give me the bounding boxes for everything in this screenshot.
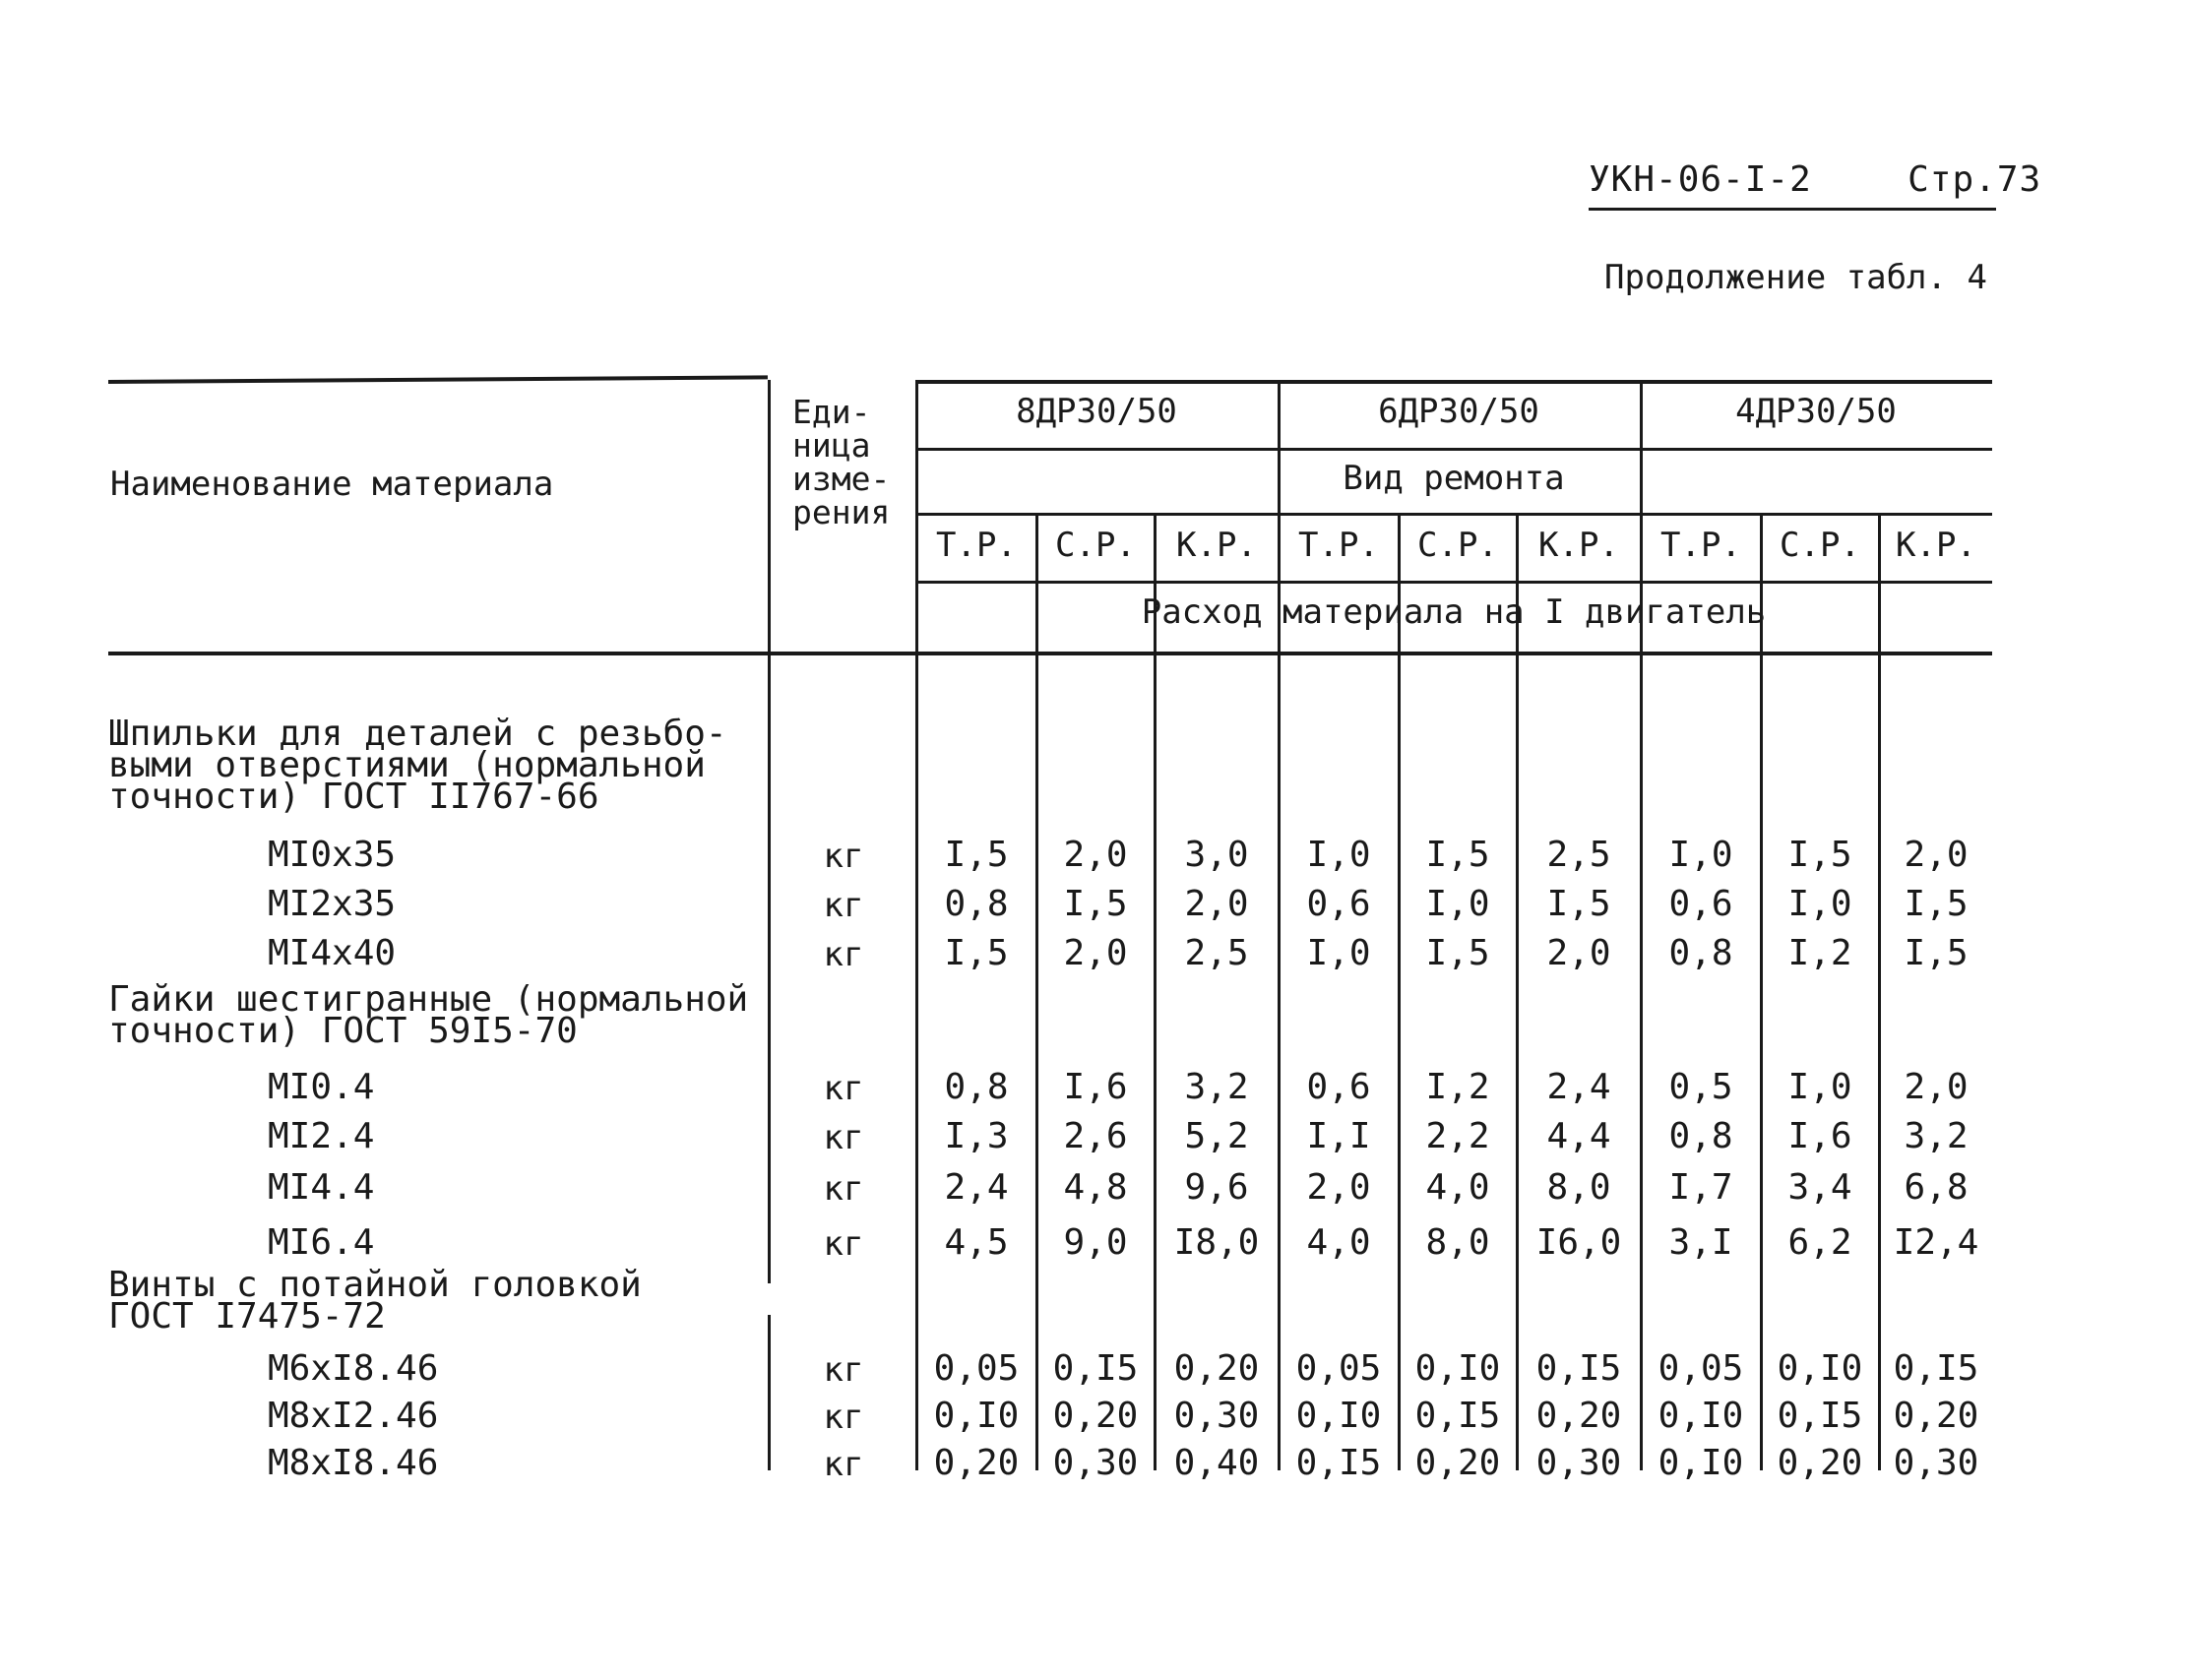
value-cell: I2,4 (1893, 1222, 1979, 1263)
material-item-name: M6xI8.46 (268, 1348, 439, 1389)
unit-cell: кг (823, 837, 864, 876)
value-cell: I,7 (1668, 1167, 1733, 1208)
value-cell: 0,6 (1668, 884, 1733, 924)
value-cell: 2,0 (1184, 884, 1249, 924)
value-cell: 0,I5 (1295, 1443, 1382, 1483)
repair-type-6: Т.Р. (1660, 526, 1741, 565)
value-cell: 0,20 (1414, 1443, 1501, 1483)
value-cell: 0,5 (1668, 1067, 1733, 1107)
value-cell: 0,20 (1893, 1396, 1979, 1436)
value-cell: 2,5 (1184, 933, 1249, 973)
value-cell: 0,20 (1535, 1396, 1622, 1436)
value-cell: I8,0 (1173, 1222, 1260, 1263)
value-cell: 9,0 (1063, 1222, 1128, 1263)
value-cell: 0,05 (1295, 1348, 1382, 1389)
material-item-name: MI4x40 (268, 933, 397, 973)
value-cell: 2,6 (1063, 1116, 1128, 1156)
value-cell: 0,I0 (1657, 1443, 1744, 1483)
page-number: Стр.73 (1908, 159, 2042, 200)
material-item-name: MI0x35 (268, 835, 397, 875)
repair-type-8: К.Р. (1896, 526, 1976, 565)
value-cell: 9,6 (1184, 1167, 1249, 1208)
value-cell: 3,4 (1787, 1167, 1852, 1208)
value-cell: 2,4 (1546, 1067, 1611, 1107)
value-cell: 0,20 (1173, 1348, 1260, 1389)
value-cell: 0,I0 (933, 1396, 1020, 1436)
value-cell: 2,2 (1425, 1116, 1490, 1156)
value-cell: 0,20 (933, 1443, 1020, 1483)
material-item-name: MI6.4 (268, 1222, 375, 1263)
value-cell: 2,0 (1063, 835, 1128, 875)
unit-cell: кг (823, 935, 864, 974)
value-cell: 2,5 (1546, 835, 1611, 875)
repair-type-3: Т.Р. (1298, 526, 1379, 565)
value-cell: I,0 (1668, 835, 1733, 875)
value-cell: 0,I0 (1414, 1348, 1501, 1389)
material-item-name: MI2.4 (268, 1116, 375, 1156)
value-cell: 5,2 (1184, 1116, 1249, 1156)
repair-type-2: К.Р. (1176, 526, 1257, 565)
rule-under-engines (915, 448, 1992, 451)
divider-col-8 (1878, 516, 1881, 1470)
table-header-bottom-rule (108, 652, 1992, 655)
value-cell: I,5 (1787, 835, 1852, 875)
value-cell: 0,30 (1052, 1443, 1139, 1483)
value-cell: 4,8 (1063, 1167, 1128, 1208)
value-cell: 2,4 (944, 1167, 1009, 1208)
header-underline (1589, 208, 1996, 211)
unit-cell: кг (823, 1398, 864, 1437)
value-cell: 8,0 (1425, 1222, 1490, 1263)
value-cell: 0,I5 (1414, 1396, 1501, 1436)
material-item-name: MI0.4 (268, 1067, 375, 1107)
group-title: Гайки шестигранные (нормальной точности) ГОСТ 59I5-70 (108, 979, 749, 1051)
value-cell: I,5 (1425, 835, 1490, 875)
table-continuation-label: Продолжение табл. 4 (1604, 258, 1987, 297)
repair-type-7: С.Р. (1780, 526, 1860, 565)
divider-col-5 (1516, 516, 1519, 1470)
value-cell: 4,0 (1306, 1222, 1371, 1263)
value-cell: I,5 (1904, 884, 1969, 924)
unit-cell: кг (823, 1224, 864, 1264)
value-cell: I,6 (1063, 1067, 1128, 1107)
unit-cell: кг (823, 1069, 864, 1108)
value-cell: I,0 (1306, 835, 1371, 875)
group-title: Винты с потайной головкой ГОСТ I7475-72 (108, 1265, 642, 1337)
unit-header: Еди- ница изме- рения (792, 393, 891, 531)
value-cell: 0,6 (1306, 1067, 1371, 1107)
material-name-header: Наименование материала (110, 465, 554, 504)
value-cell: 4,4 (1546, 1116, 1611, 1156)
value-cell: 8,0 (1546, 1167, 1611, 1208)
value-cell: 4,5 (944, 1222, 1009, 1263)
doc-code: УКН-06-I-2 (1589, 159, 1812, 200)
value-cell: 0,8 (944, 1067, 1009, 1107)
group-title: Шпильки для деталей с резьбо- выми отверстиями (нормальной точности) ГОСТ II767-66 (108, 714, 727, 817)
value-cell: 0,05 (933, 1348, 1020, 1389)
value-cell: 0,30 (1893, 1443, 1979, 1483)
repair-type-title: Вид ремонта (1343, 459, 1565, 498)
engine-header-6dr: 6ДР30/50 (1378, 392, 1539, 431)
value-cell: I,0 (1425, 884, 1490, 924)
value-cell: 0,30 (1535, 1443, 1622, 1483)
value-cell: 0,I5 (1052, 1348, 1139, 1389)
value-cell: 0,I5 (1893, 1348, 1979, 1389)
value-cell: 0,20 (1777, 1443, 1863, 1483)
value-cell: 0,30 (1173, 1396, 1260, 1436)
document-reference (1589, 159, 2041, 200)
value-cell: I,5 (1063, 884, 1128, 924)
divider-col-7 (1760, 516, 1763, 1470)
value-cell: 0,8 (1668, 933, 1733, 973)
unit-cell: кг (823, 1118, 864, 1157)
value-cell: I,3 (944, 1116, 1009, 1156)
value-cell: I,0 (1787, 1067, 1852, 1107)
table-top-rule (108, 375, 768, 384)
material-item-name: M8xI8.46 (268, 1443, 439, 1483)
divider-col-1 (1035, 516, 1038, 1470)
value-cell: I,6 (1787, 1116, 1852, 1156)
repair-type-1: С.Р. (1055, 526, 1136, 565)
repair-type-4: С.Р. (1417, 526, 1498, 565)
value-cell: 2,0 (1546, 933, 1611, 973)
table-top-rule-right (915, 380, 1992, 384)
value-cell: 0,I5 (1535, 1348, 1622, 1389)
value-cell: I,2 (1787, 933, 1852, 973)
value-cell: 0,I0 (1657, 1396, 1744, 1436)
value-cell: I,5 (1546, 884, 1611, 924)
value-cell: 3,0 (1184, 835, 1249, 875)
repair-type-0: Т.Р. (936, 526, 1017, 565)
value-cell: I,0 (1306, 933, 1371, 973)
value-cell: 2,0 (1063, 933, 1128, 973)
value-cell: 0,8 (944, 884, 1009, 924)
value-cell: 0,05 (1657, 1348, 1744, 1389)
value-cell: 0,20 (1052, 1396, 1139, 1436)
material-item-name: MI2x35 (268, 884, 397, 924)
engine-header-8dr: 8ДР30/50 (1016, 392, 1177, 431)
value-cell: 6,8 (1904, 1167, 1969, 1208)
rule-under-repair-title (915, 513, 1992, 516)
value-cell: 2,0 (1904, 1067, 1969, 1107)
value-cell: 6,2 (1787, 1222, 1852, 1263)
value-cell: I,5 (1425, 933, 1490, 973)
value-cell: 0,I0 (1777, 1348, 1863, 1389)
unit-cell: кг (823, 886, 864, 925)
material-item-name: MI4.4 (268, 1167, 375, 1208)
material-item-name: M8xI2.46 (268, 1396, 439, 1436)
value-cell: 3,2 (1184, 1067, 1249, 1107)
value-cell: 2,0 (1904, 835, 1969, 875)
unit-cell: кг (823, 1350, 864, 1390)
value-cell: 0,I5 (1777, 1396, 1863, 1436)
engine-header-4dr: 4ДР30/50 (1735, 392, 1897, 431)
consumption-title: Расход материала на I двигатель (1141, 592, 1767, 632)
value-cell: I,I (1306, 1116, 1371, 1156)
value-cell: 0,8 (1668, 1116, 1733, 1156)
value-cell: 0,I0 (1295, 1396, 1382, 1436)
value-cell: 4,0 (1425, 1167, 1490, 1208)
value-cell: 0,6 (1306, 884, 1371, 924)
value-cell: I,5 (1904, 933, 1969, 973)
value-cell: I,5 (944, 835, 1009, 875)
divider-col-2 (1154, 516, 1157, 1470)
unit-cell: кг (823, 1445, 864, 1484)
value-cell: I,2 (1425, 1067, 1490, 1107)
divider-col-4 (1398, 516, 1401, 1470)
value-cell: I6,0 (1535, 1222, 1622, 1263)
value-cell: 0,40 (1173, 1443, 1260, 1483)
rule-under-repair-types (915, 581, 1992, 584)
repair-type-5: К.Р. (1538, 526, 1619, 565)
unit-cell: кг (823, 1169, 864, 1209)
value-cell: 3,I (1668, 1222, 1733, 1263)
value-cell: I,5 (944, 933, 1009, 973)
value-cell: 3,2 (1904, 1116, 1969, 1156)
value-cell: 2,0 (1306, 1167, 1371, 1208)
value-cell: I,0 (1787, 884, 1852, 924)
